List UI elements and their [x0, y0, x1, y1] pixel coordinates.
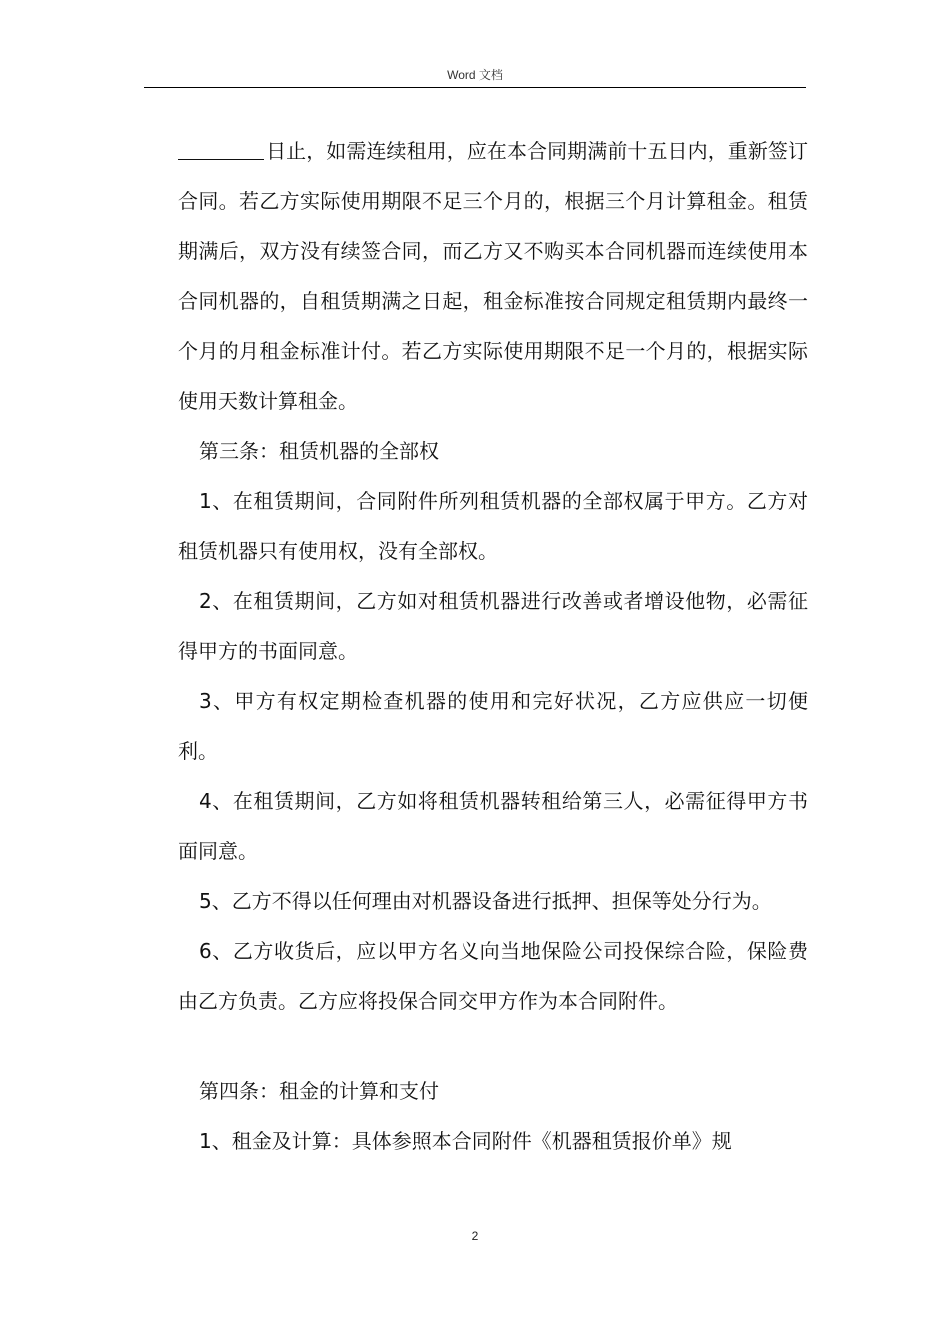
blank-underline — [178, 139, 264, 160]
clause-3-4: 4、在租赁期间，乙方如将租赁机器转租给第三人，必需征得甲方书面同意。 — [178, 789, 808, 863]
clause-3-5: 5、乙方不得以任何理由对机器设备进行抵押、担保等处分行为。 — [199, 889, 772, 913]
paragraph-lease-term — [178, 126, 808, 426]
clause-3-2: 2、在租赁期间，乙方如对租赁机器进行改善或者增设他物，必需征得甲方的书面同意。 — [178, 589, 808, 663]
section-heading-article-4: 第四条：租金的计算和支付 — [199, 1079, 439, 1103]
clause-4-1: 1、租金及计算：具体参照本合同附件《机器租赁报价单》规 — [199, 1129, 732, 1153]
clause-3-6: 6、乙方收货后，应以甲方名义向当地保险公司投保综合险，保险费由乙方负责。乙方应将投保合同交甲方作为本合同附件。 — [178, 939, 808, 1013]
clause-3-3: 3、甲方有权定期检查机器的使用和完好状况，乙方应供应一切便利。 — [178, 689, 808, 763]
paragraph-text: 日止，如需连续租用，应在本合同期满前十五日内，重新签订合同。若乙方实际使用期限不足三个月的，根据三个月计算租金。租赁期满后，双方没有续签合同，而乙方又不购买本合同机器而连续使用本合同机器的，自租赁期满之日起，租金标准按合同规定租赁期内最终一个月的月租金标准计付。若乙方实际使用期限不足一个月的，根据实际使用天数计算租金。 — [178, 139, 808, 413]
header-divider — [144, 87, 806, 88]
page-number: 2 — [471, 1229, 479, 1243]
section-heading-article-3: 第三条：租赁机器的全部权 — [199, 439, 439, 463]
page-header-title: Word 文档 — [447, 68, 503, 82]
clause-3-1: 1、在租赁期间，合同附件所列租赁机器的全部权属于甲方。乙方对租赁机器只有使用权，没有全部权。 — [178, 489, 808, 563]
document-body — [178, 126, 808, 1166]
